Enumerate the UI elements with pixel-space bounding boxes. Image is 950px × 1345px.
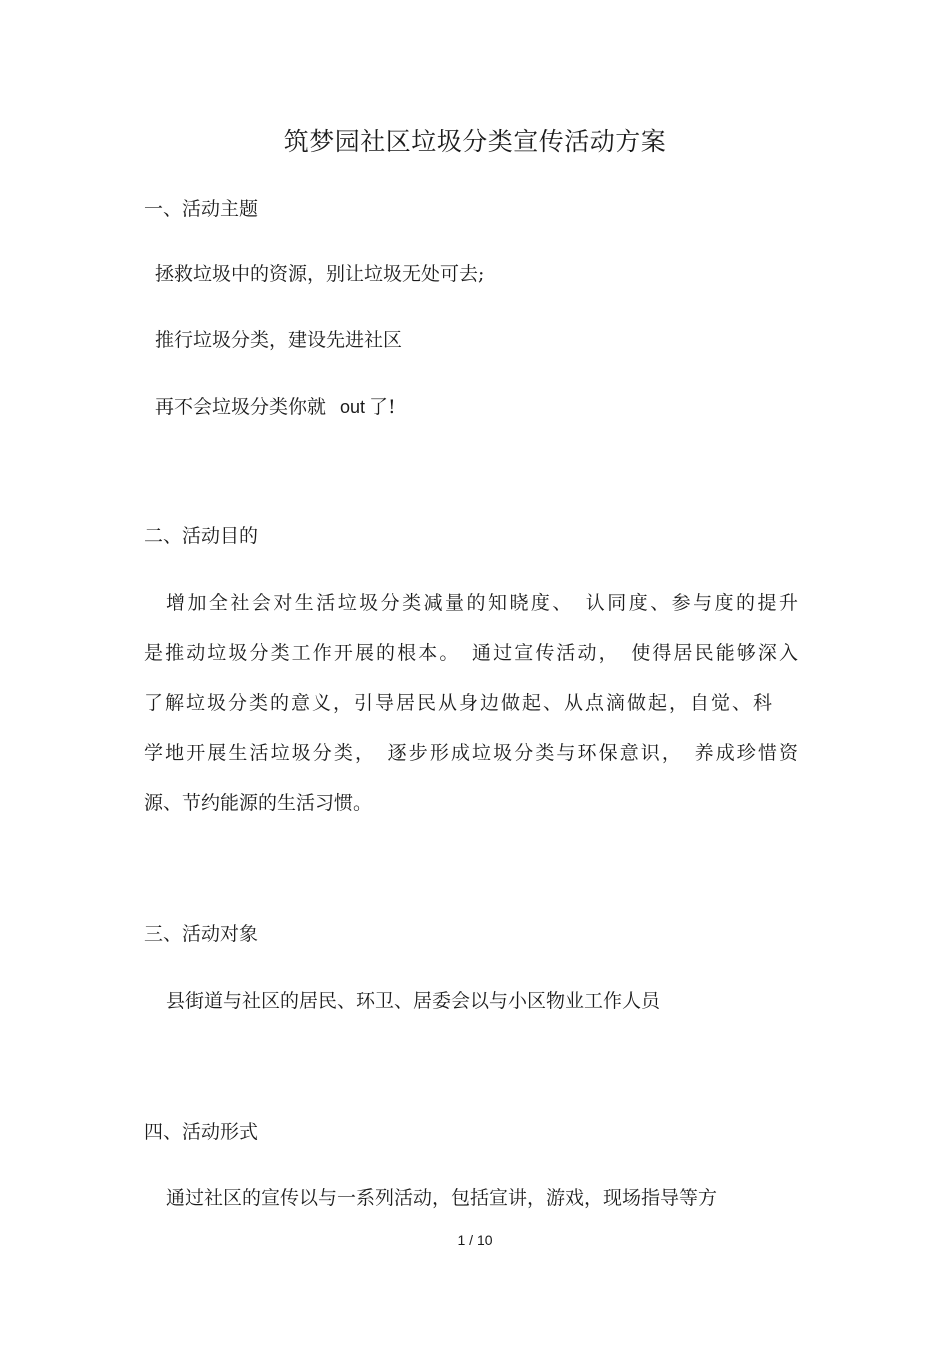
section-heading-audience: 三、活动对象 — [144, 923, 259, 945]
audience-text: 县街道与社区的居民、环卫、居委会以与小区物业工作人员 — [166, 990, 661, 1012]
purpose-line-1: 增加全社会对生活垃圾分类减量的知晓度、 认同度、参与度的提升 — [166, 592, 798, 614]
slogan-1: 拯救垃圾中的资源，别让垃圾无处可去; — [155, 263, 485, 285]
slogan-3-prefix: 再不会垃圾分类你就 — [155, 396, 327, 418]
document-title: 筑梦园社区垃圾分类宣传活动方案 — [283, 127, 667, 156]
purpose-line-2: 是推动垃圾分类工作开展的根本。 通过宣传活动， 使得居民能够深入 — [144, 642, 798, 664]
section-heading-purpose: 二、活动目的 — [144, 525, 259, 547]
purpose-line-4: 学地开展生活垃圾分类， 逐步形成垃圾分类与环保意识， 养成珍惜资 — [144, 742, 798, 764]
section-heading-theme: 一、活动主题 — [144, 198, 259, 220]
section-heading-format: 四、活动形式 — [144, 1121, 259, 1143]
slogan-3 — [155, 392, 396, 422]
slogan-3-suffix: 了! — [369, 396, 396, 418]
slogan-2: 推行垃圾分类，建设先进社区 — [155, 329, 403, 351]
slogan-3-word: out — [340, 397, 366, 417]
purpose-line-3: 了解垃圾分类的意义，引导居民从身边做起、从点滴做起，自觉、科 — [144, 692, 772, 714]
page-number: 1 / 10 — [457, 1232, 493, 1248]
purpose-line-5: 源、节约能源的生活习惯。 — [144, 792, 373, 814]
format-text: 通过社区的宣传以与一系列活动，包括宣讲，游戏，现场指导等方 — [166, 1187, 718, 1209]
